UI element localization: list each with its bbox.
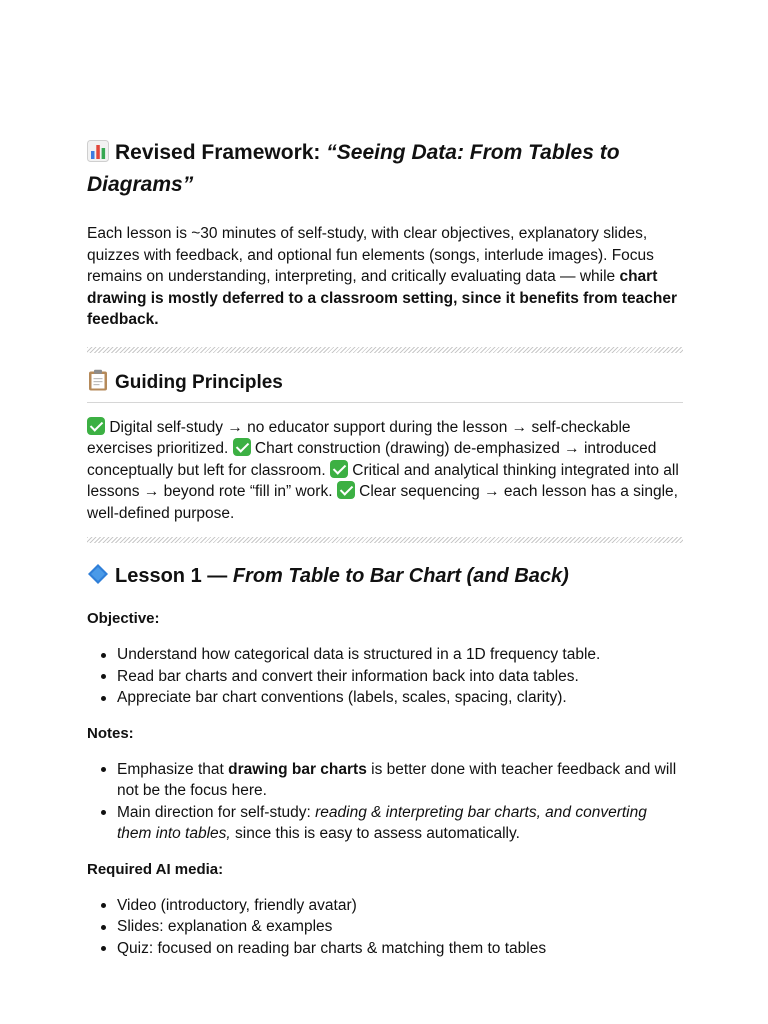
note-text: is better done with teacher feedback and will not be the focus here. [117,760,677,799]
intro-paragraph [87,223,683,331]
document-page [87,138,683,959]
list-item: Read bar charts and convert their information back into data tables. [87,666,683,688]
check-mark-icon [233,438,251,456]
notes-list [87,759,683,845]
objectives-list [87,644,683,709]
guiding-principles-heading [87,369,683,403]
note-text: since this is easy to assess automatically. [230,825,520,842]
principle-item: Critical and analytical thinking integrated into all lessons → beyond rote “fill in” work. [87,461,679,500]
lesson-1-heading [87,563,683,592]
principle-item: Digital self-study → no educator support during the lesson → self-checkable exercises prioritized. [87,418,631,457]
blue-diamond-icon [87,563,109,592]
clipboard-icon [87,369,109,398]
lesson-heading-plain: Lesson 1 — [115,565,233,587]
check-mark-icon [87,417,105,435]
section-divider [87,347,683,353]
principle-item: Chart construction (drawing) de-emphasized → introduced conceptually but left for classroom. [87,440,657,479]
lesson-heading-italic: From Table to Bar Chart (and Back) [232,565,569,587]
list-item [87,802,683,845]
principle-item: Clear sequencing → each lesson has a single, well-defined purpose. [87,483,678,522]
list-item: Video (introductory, friendly avatar) [87,895,683,917]
bar-chart-icon [87,140,109,170]
list-item: Slides: explanation & examples [87,916,683,938]
intro-text: Each lesson is ~30 minutes of self-study, with clear objectives, explanatory slides, quizzes with feedback, and optional fun elements (songs, interlude images). Focus remains on understanding, interpreting, and critically evaluating data — while [87,225,654,285]
principles-heading-text: Guiding Principles [115,371,283,393]
media-label: Required AI media: [87,860,224,878]
principles-paragraph [87,417,683,525]
title-italic: “Seeing Data: From Tables to Diagrams” [87,141,620,196]
check-mark-icon [337,481,355,499]
note-text: Emphasize that [117,760,229,778]
list-item: Quiz: focused on reading bar charts & matching them to tables [87,938,683,960]
list-item: Appreciate bar chart conventions (labels, scales, spacing, clarity). [87,687,683,709]
note-text: Main direction for self-study: [117,803,316,821]
intro-bold-text: chart drawing is mostly deferred to a classroom setting, since it benefits from teacher feedback. [87,268,678,328]
media-list [87,895,683,960]
list-item [87,759,683,802]
note-italic-text: reading & interpreting bar charts, and converting them into tables, [117,803,647,842]
note-bold-text: drawing bar charts [228,760,367,778]
check-mark-icon [330,460,348,478]
notes-label: Notes: [87,724,134,742]
framework-title [87,138,683,199]
objective-label: Objective: [87,610,160,627]
section-divider [87,537,683,543]
list-item: Understand how categorical data is structured in a 1D frequency table. [87,644,683,666]
title-plain: Revised Framework: [115,141,327,164]
